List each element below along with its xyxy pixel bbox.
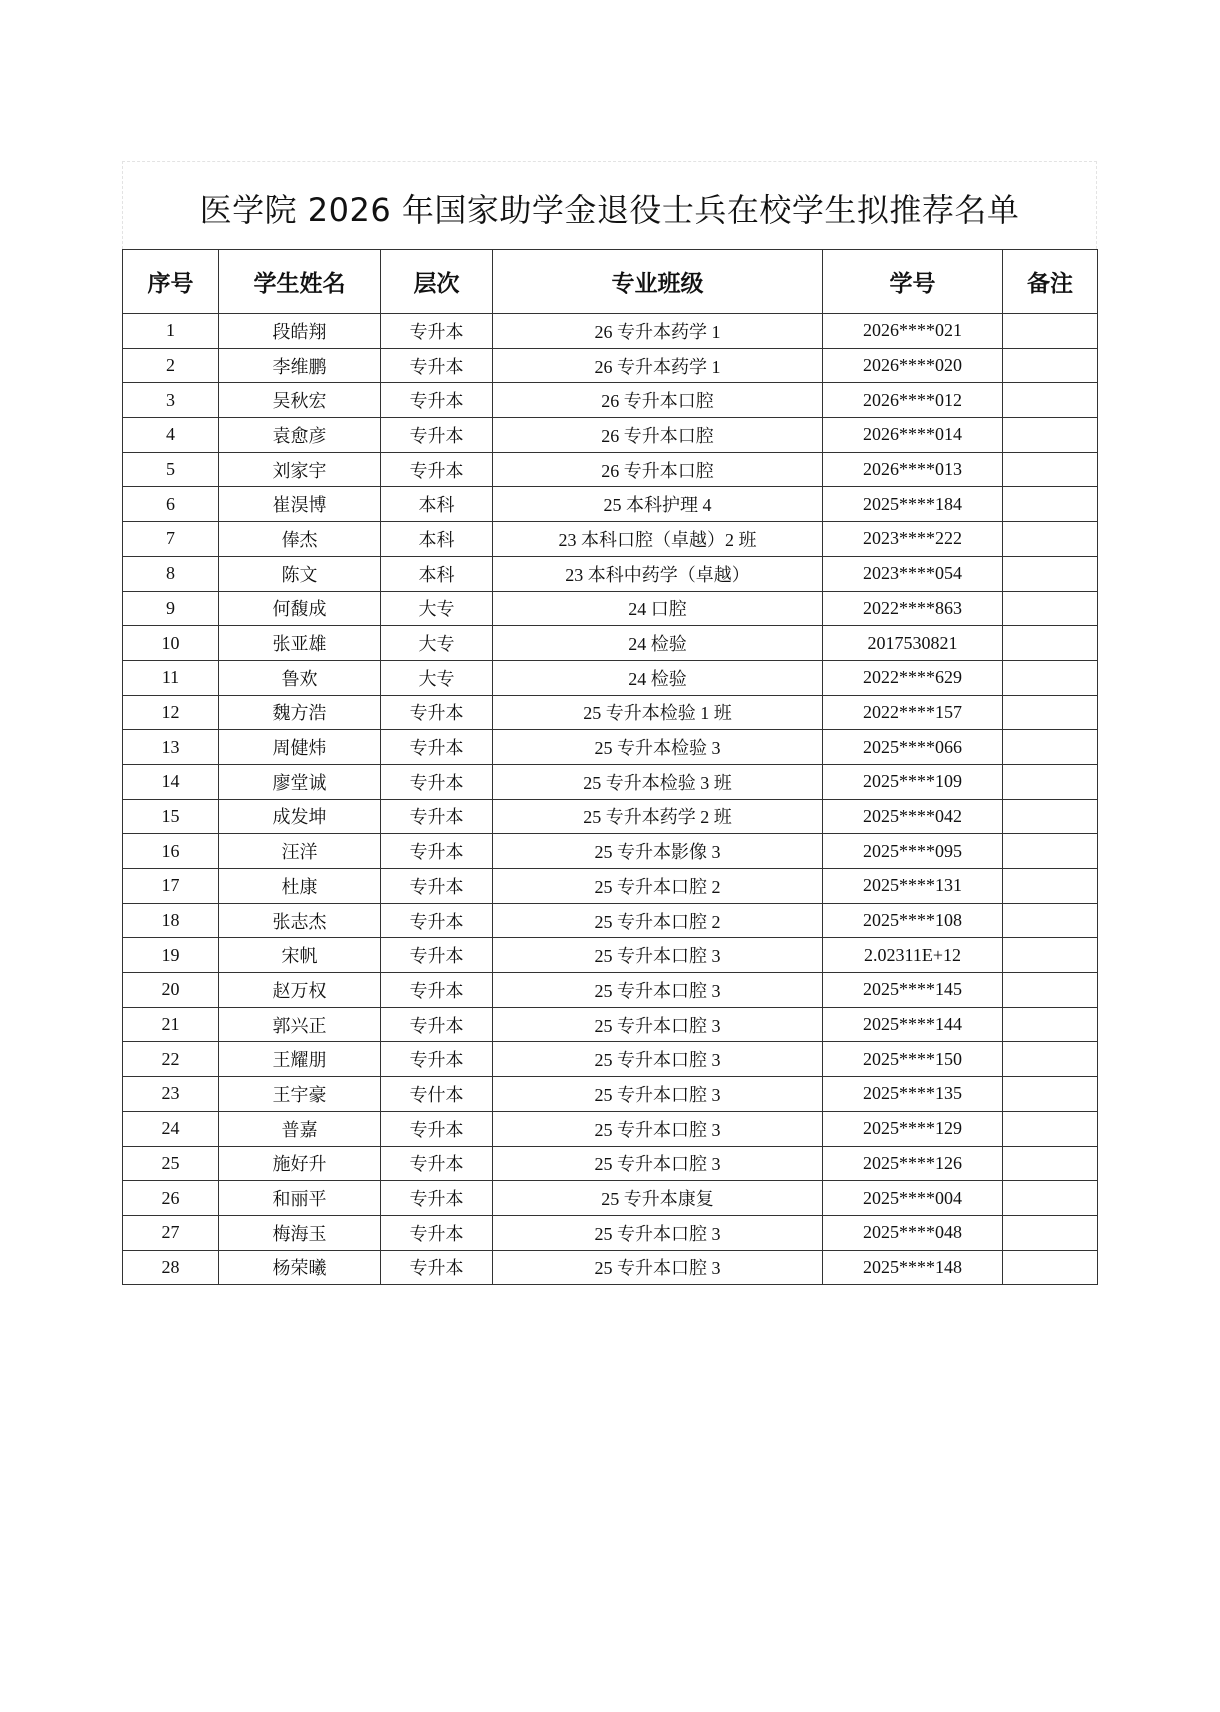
cell-index: 12 bbox=[123, 695, 219, 730]
header-name: 学生姓名 bbox=[219, 250, 381, 314]
cell-level: 专升本 bbox=[381, 1215, 493, 1250]
table-row bbox=[123, 1146, 1098, 1181]
cell-remark bbox=[1003, 1181, 1098, 1216]
table-row bbox=[123, 1250, 1098, 1285]
document-sheet bbox=[122, 161, 1097, 1285]
cell-student-id: 2023****222 bbox=[823, 522, 1003, 557]
cell-index: 5 bbox=[123, 452, 219, 487]
cell-student-id: 2022****157 bbox=[823, 695, 1003, 730]
cell-class: 23 本科口腔（卓越）2 班 bbox=[493, 522, 823, 557]
cell-remark bbox=[1003, 973, 1098, 1008]
cell-index: 7 bbox=[123, 522, 219, 557]
cell-name: 成发坤 bbox=[219, 799, 381, 834]
cell-index: 14 bbox=[123, 764, 219, 799]
cell-student-id: 2025****109 bbox=[823, 764, 1003, 799]
cell-index: 8 bbox=[123, 556, 219, 591]
cell-name: 廖堂诚 bbox=[219, 764, 381, 799]
cell-level: 专升本 bbox=[381, 764, 493, 799]
cell-name: 崔淏博 bbox=[219, 487, 381, 522]
cell-student-id: 2026****013 bbox=[823, 452, 1003, 487]
table-row bbox=[123, 695, 1098, 730]
cell-remark bbox=[1003, 522, 1098, 557]
cell-level: 专升本 bbox=[381, 695, 493, 730]
table-row bbox=[123, 418, 1098, 453]
cell-student-id: 2026****012 bbox=[823, 383, 1003, 418]
table-row bbox=[123, 903, 1098, 938]
cell-remark bbox=[1003, 1250, 1098, 1285]
cell-student-id: 2025****145 bbox=[823, 973, 1003, 1008]
cell-class: 25 专升本药学 2 班 bbox=[493, 799, 823, 834]
cell-class: 25 专升本检验 3 bbox=[493, 730, 823, 765]
cell-student-id: 2025****066 bbox=[823, 730, 1003, 765]
cell-name: 汪洋 bbox=[219, 834, 381, 869]
cell-name: 袁愈彦 bbox=[219, 418, 381, 453]
cell-student-id: 2025****042 bbox=[823, 799, 1003, 834]
cell-class: 26 专升本药学 1 bbox=[493, 314, 823, 349]
header-remark: 备注 bbox=[1003, 250, 1098, 314]
header-level: 层次 bbox=[381, 250, 493, 314]
cell-index: 11 bbox=[123, 660, 219, 695]
table-row bbox=[123, 348, 1098, 383]
table-row bbox=[123, 556, 1098, 591]
cell-class: 25 专升本口腔 3 bbox=[493, 938, 823, 973]
table-row bbox=[123, 1111, 1098, 1146]
cell-class: 23 本科中药学（卓越） bbox=[493, 556, 823, 591]
cell-remark bbox=[1003, 452, 1098, 487]
table-row bbox=[123, 487, 1098, 522]
cell-remark bbox=[1003, 1007, 1098, 1042]
table-row bbox=[123, 383, 1098, 418]
cell-class: 26 专升本口腔 bbox=[493, 452, 823, 487]
cell-level: 专升本 bbox=[381, 799, 493, 834]
cell-student-id: 2025****135 bbox=[823, 1077, 1003, 1112]
cell-class: 25 专升本口腔 2 bbox=[493, 903, 823, 938]
cell-level: 大专 bbox=[381, 591, 493, 626]
cell-class: 25 专升本口腔 3 bbox=[493, 1111, 823, 1146]
table-row bbox=[123, 973, 1098, 1008]
table-row bbox=[123, 314, 1098, 349]
cell-level: 专升本 bbox=[381, 869, 493, 904]
cell-remark bbox=[1003, 314, 1098, 349]
cell-name: 和丽平 bbox=[219, 1181, 381, 1216]
cell-remark bbox=[1003, 556, 1098, 591]
cell-remark bbox=[1003, 591, 1098, 626]
cell-name: 杨荣曦 bbox=[219, 1250, 381, 1285]
cell-index: 10 bbox=[123, 626, 219, 661]
cell-student-id: 2025****148 bbox=[823, 1250, 1003, 1285]
recommendation-table bbox=[122, 249, 1098, 1285]
cell-remark bbox=[1003, 1042, 1098, 1077]
table-row bbox=[123, 869, 1098, 904]
cell-level: 专升本 bbox=[381, 418, 493, 453]
cell-student-id: 2025****150 bbox=[823, 1042, 1003, 1077]
cell-student-id: 2025****144 bbox=[823, 1007, 1003, 1042]
table-row bbox=[123, 764, 1098, 799]
cell-student-id: 2025****004 bbox=[823, 1181, 1003, 1216]
table-row bbox=[123, 1077, 1098, 1112]
cell-class: 25 专升本口腔 3 bbox=[493, 1042, 823, 1077]
cell-index: 9 bbox=[123, 591, 219, 626]
cell-index: 15 bbox=[123, 799, 219, 834]
cell-level: 专升本 bbox=[381, 973, 493, 1008]
cell-level: 专升本 bbox=[381, 452, 493, 487]
cell-level: 本科 bbox=[381, 556, 493, 591]
cell-name: 杜康 bbox=[219, 869, 381, 904]
cell-index: 18 bbox=[123, 903, 219, 938]
table-row bbox=[123, 938, 1098, 973]
cell-index: 6 bbox=[123, 487, 219, 522]
cell-name: 魏方浩 bbox=[219, 695, 381, 730]
cell-student-id: 2025****131 bbox=[823, 869, 1003, 904]
cell-level: 专升本 bbox=[381, 938, 493, 973]
cell-level: 专升本 bbox=[381, 834, 493, 869]
cell-level: 专升本 bbox=[381, 348, 493, 383]
cell-level: 专升本 bbox=[381, 1007, 493, 1042]
cell-index: 26 bbox=[123, 1181, 219, 1216]
table-row bbox=[123, 452, 1098, 487]
cell-class: 25 专升本口腔 3 bbox=[493, 1250, 823, 1285]
cell-name: 赵万权 bbox=[219, 973, 381, 1008]
cell-class: 25 专升本口腔 3 bbox=[493, 1215, 823, 1250]
cell-student-id: 2026****014 bbox=[823, 418, 1003, 453]
cell-level: 专升本 bbox=[381, 1181, 493, 1216]
cell-class: 24 检验 bbox=[493, 626, 823, 661]
cell-student-id: 2025****184 bbox=[823, 487, 1003, 522]
cell-class: 25 专升本康复 bbox=[493, 1181, 823, 1216]
cell-name: 鲁欢 bbox=[219, 660, 381, 695]
cell-student-id: 2.02311E+12 bbox=[823, 938, 1003, 973]
cell-level: 大专 bbox=[381, 660, 493, 695]
cell-remark bbox=[1003, 660, 1098, 695]
cell-class: 26 专升本口腔 bbox=[493, 383, 823, 418]
table-row bbox=[123, 1215, 1098, 1250]
cell-index: 19 bbox=[123, 938, 219, 973]
cell-class: 25 专升本口腔 3 bbox=[493, 1146, 823, 1181]
cell-class: 25 专升本口腔 3 bbox=[493, 1077, 823, 1112]
cell-index: 25 bbox=[123, 1146, 219, 1181]
table-row bbox=[123, 730, 1098, 765]
cell-name: 俸杰 bbox=[219, 522, 381, 557]
cell-level: 专升本 bbox=[381, 1146, 493, 1181]
cell-index: 2 bbox=[123, 348, 219, 383]
table-row bbox=[123, 799, 1098, 834]
cell-index: 20 bbox=[123, 973, 219, 1008]
cell-student-id: 2017530821 bbox=[823, 626, 1003, 661]
cell-name: 施好升 bbox=[219, 1146, 381, 1181]
cell-remark bbox=[1003, 1146, 1098, 1181]
cell-class: 24 口腔 bbox=[493, 591, 823, 626]
cell-remark bbox=[1003, 695, 1098, 730]
cell-remark bbox=[1003, 626, 1098, 661]
title-box bbox=[122, 161, 1097, 249]
cell-name: 宋帆 bbox=[219, 938, 381, 973]
cell-index: 21 bbox=[123, 1007, 219, 1042]
cell-remark bbox=[1003, 1077, 1098, 1112]
cell-remark bbox=[1003, 1111, 1098, 1146]
cell-index: 4 bbox=[123, 418, 219, 453]
cell-name: 陈文 bbox=[219, 556, 381, 591]
cell-remark bbox=[1003, 730, 1098, 765]
header-student-id: 学号 bbox=[823, 250, 1003, 314]
cell-level: 本科 bbox=[381, 522, 493, 557]
cell-remark bbox=[1003, 348, 1098, 383]
cell-index: 1 bbox=[123, 314, 219, 349]
table-row bbox=[123, 591, 1098, 626]
cell-index: 17 bbox=[123, 869, 219, 904]
cell-class: 24 检验 bbox=[493, 660, 823, 695]
page-title: 医学院 2026 年国家助学金退役士兵在校学生拟推荐名单 bbox=[199, 190, 1020, 229]
cell-student-id: 2023****054 bbox=[823, 556, 1003, 591]
cell-remark bbox=[1003, 418, 1098, 453]
table-row bbox=[123, 522, 1098, 557]
cell-student-id: 2025****108 bbox=[823, 903, 1003, 938]
cell-remark bbox=[1003, 903, 1098, 938]
cell-name: 王耀朋 bbox=[219, 1042, 381, 1077]
cell-index: 24 bbox=[123, 1111, 219, 1146]
cell-class: 25 专升本口腔 3 bbox=[493, 973, 823, 1008]
table-row bbox=[123, 834, 1098, 869]
cell-remark bbox=[1003, 869, 1098, 904]
table-row bbox=[123, 626, 1098, 661]
cell-level: 专升本 bbox=[381, 903, 493, 938]
cell-level: 本科 bbox=[381, 487, 493, 522]
cell-student-id: 2026****020 bbox=[823, 348, 1003, 383]
cell-level: 专升本 bbox=[381, 314, 493, 349]
cell-index: 13 bbox=[123, 730, 219, 765]
cell-student-id: 2025****095 bbox=[823, 834, 1003, 869]
cell-level: 专升本 bbox=[381, 730, 493, 765]
cell-student-id: 2025****126 bbox=[823, 1146, 1003, 1181]
cell-name: 刘家宇 bbox=[219, 452, 381, 487]
header-class: 专业班级 bbox=[493, 250, 823, 314]
cell-name: 梅海玉 bbox=[219, 1215, 381, 1250]
cell-level: 专升本 bbox=[381, 383, 493, 418]
cell-student-id: 2025****129 bbox=[823, 1111, 1003, 1146]
table-row bbox=[123, 660, 1098, 695]
cell-name: 吴秋宏 bbox=[219, 383, 381, 418]
cell-name: 周健炜 bbox=[219, 730, 381, 765]
cell-student-id: 2022****629 bbox=[823, 660, 1003, 695]
cell-remark bbox=[1003, 799, 1098, 834]
cell-level: 大专 bbox=[381, 626, 493, 661]
cell-name: 普嘉 bbox=[219, 1111, 381, 1146]
cell-student-id: 2026****021 bbox=[823, 314, 1003, 349]
cell-class: 26 专升本口腔 bbox=[493, 418, 823, 453]
cell-remark bbox=[1003, 938, 1098, 973]
cell-name: 何馥成 bbox=[219, 591, 381, 626]
cell-class: 25 专升本口腔 3 bbox=[493, 1007, 823, 1042]
table-header-row bbox=[123, 250, 1098, 314]
cell-name: 郭兴正 bbox=[219, 1007, 381, 1042]
cell-name: 王宇豪 bbox=[219, 1077, 381, 1112]
cell-level: 专升本 bbox=[381, 1042, 493, 1077]
cell-remark bbox=[1003, 764, 1098, 799]
cell-index: 3 bbox=[123, 383, 219, 418]
cell-class: 25 本科护理 4 bbox=[493, 487, 823, 522]
cell-index: 16 bbox=[123, 834, 219, 869]
table-row bbox=[123, 1042, 1098, 1077]
header-index: 序号 bbox=[123, 250, 219, 314]
cell-name: 张志杰 bbox=[219, 903, 381, 938]
cell-index: 23 bbox=[123, 1077, 219, 1112]
cell-class: 26 专升本药学 1 bbox=[493, 348, 823, 383]
cell-name: 李维鹏 bbox=[219, 348, 381, 383]
cell-class: 25 专升本检验 3 班 bbox=[493, 764, 823, 799]
cell-level: 专什本 bbox=[381, 1077, 493, 1112]
cell-remark bbox=[1003, 834, 1098, 869]
table-row bbox=[123, 1007, 1098, 1042]
table-body bbox=[123, 314, 1098, 1285]
cell-class: 25 专升本检验 1 班 bbox=[493, 695, 823, 730]
cell-student-id: 2022****863 bbox=[823, 591, 1003, 626]
cell-remark bbox=[1003, 383, 1098, 418]
cell-name: 段皓翔 bbox=[219, 314, 381, 349]
cell-class: 25 专升本影像 3 bbox=[493, 834, 823, 869]
cell-name: 张亚雄 bbox=[219, 626, 381, 661]
cell-index: 28 bbox=[123, 1250, 219, 1285]
cell-class: 25 专升本口腔 2 bbox=[493, 869, 823, 904]
cell-index: 27 bbox=[123, 1215, 219, 1250]
cell-student-id: 2025****048 bbox=[823, 1215, 1003, 1250]
cell-index: 22 bbox=[123, 1042, 219, 1077]
table-row bbox=[123, 1181, 1098, 1216]
cell-level: 专升本 bbox=[381, 1111, 493, 1146]
cell-level: 专升本 bbox=[381, 1250, 493, 1285]
cell-remark bbox=[1003, 487, 1098, 522]
cell-remark bbox=[1003, 1215, 1098, 1250]
